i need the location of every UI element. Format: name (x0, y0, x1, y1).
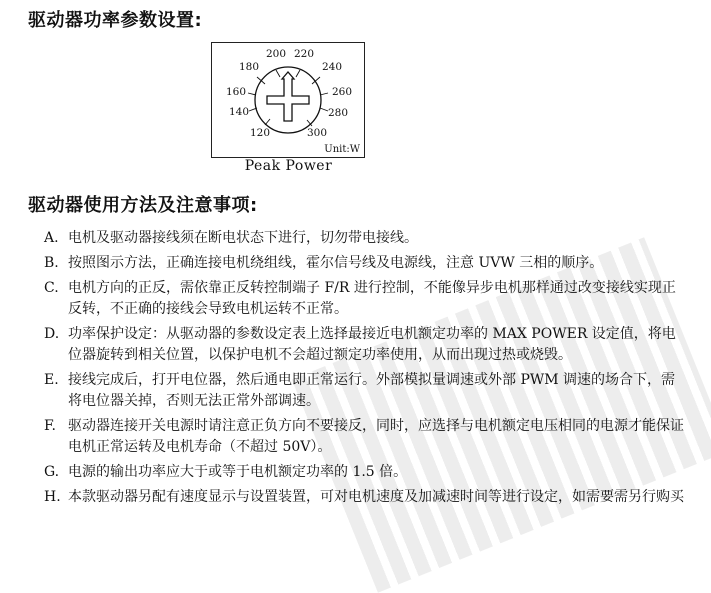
item-text: 电机及驱动器接线须在断电状态下进行，切勿带电接线。 (68, 230, 418, 246)
item-text: 本款驱动器另配有速度显示与设置装置，可对电机速度及加减速时间等进行设定，如需要需另行购买 (68, 489, 684, 505)
dial-label-260: 260 (331, 86, 353, 98)
tick-160 (248, 93, 256, 95)
tick-280 (320, 108, 328, 111)
item-letter: B. (44, 255, 59, 271)
list-item (44, 253, 684, 274)
item-text: 电源的输出功率应大于或等于电机额定功率的 1.5 倍。 (68, 464, 408, 480)
section-title-power-settings: 驱动器功率参数设置: (28, 10, 203, 31)
item-text: 按照图示方法，正确连接电机绕组线，霍尔信号线及电源线，注意 UVW 三相的顺序。 (68, 255, 604, 271)
tick-200 (276, 70, 280, 77)
dial-label-280: 280 (327, 107, 349, 119)
dial-label-160: 160 (225, 86, 247, 98)
dial-label-300: 300 (306, 127, 328, 139)
item-letter: A. (44, 230, 59, 246)
dial-label-240: 240 (321, 61, 343, 73)
item-letter: H. (44, 489, 61, 505)
list-item (44, 228, 684, 249)
dial-label-220: 220 (293, 48, 315, 60)
list-item (44, 487, 684, 508)
dial-label-120: 120 (249, 127, 271, 139)
dial-label-200: 200 (265, 48, 287, 60)
list-item (44, 462, 684, 483)
item-letter: F. (44, 418, 56, 434)
list-item (44, 416, 684, 458)
item-text: 接线完成后，打开电位器，然后通电即正常运行。外部模拟量调速或外部 PWM 调速的场合下，需将电位器关掉，否则无法正常外部调速。 (68, 372, 676, 409)
tick-120 (265, 119, 270, 125)
item-text: 电机方向的正反，需依靠正反转控制端子 F/R 进行控制，不能像异步电机那样通过改变接线实现正反转，不正确的接线会导致电机运转不正常。 (68, 280, 676, 317)
list-item (44, 324, 684, 366)
dial-drawing (212, 43, 364, 157)
list-item (44, 278, 684, 320)
section-title-usage-notes: 驱动器使用方法及注意事项: (28, 195, 258, 216)
dial-caption: Peak Power (244, 158, 333, 174)
item-letter: C. (44, 280, 59, 296)
item-letter: E. (44, 372, 59, 388)
tick-220 (296, 70, 300, 77)
peak-power-dial-figure (211, 42, 365, 158)
list-item (44, 370, 684, 412)
item-letter: G. (44, 464, 60, 480)
tick-260 (320, 93, 328, 95)
dial-label-180: 180 (238, 61, 260, 73)
item-text: 功率保护设定：从驱动器的参数设定表上选择最接近电机额定功率的 MAX POWER 设定值，将电位器旋转到相关位置，以保护电机不会超过额定功率使用，从而出现过热或烧毁。 (68, 326, 676, 363)
dial-label-140: 140 (228, 106, 250, 118)
usage-notes-list (44, 228, 684, 512)
item-letter: D. (44, 326, 60, 342)
item-text: 驱动器连接开关电源时请注意正负方向不要接反，同时，应选择与电机额定电压相同的电源才能保证电机正常运转及电机寿命（不超过 50V）。 (68, 418, 684, 455)
dial-knob-arrow (267, 72, 309, 121)
dial-unit-label: Unit:W (324, 144, 360, 155)
